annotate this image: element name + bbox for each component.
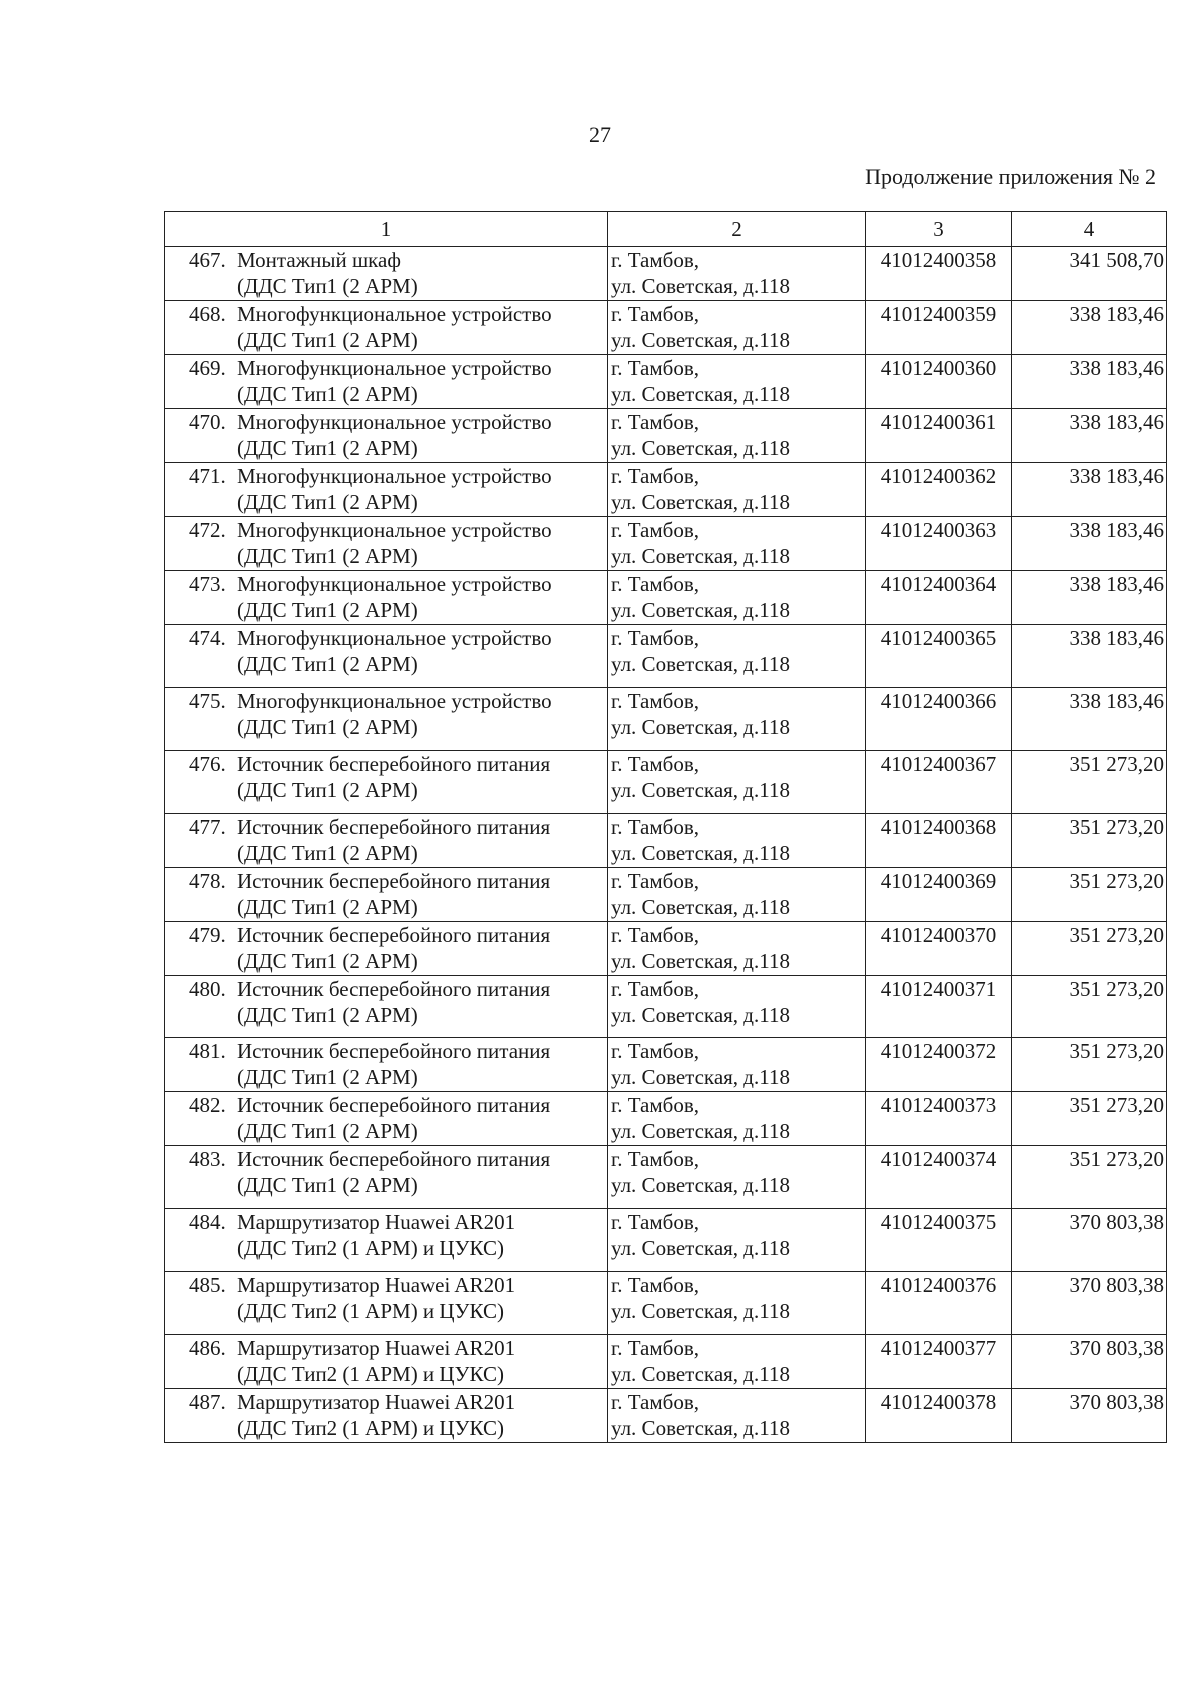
address-street: ул. Советская, д.118	[611, 1362, 790, 1386]
item-number: 468.	[189, 302, 226, 326]
address-city: г. Тамбов,	[611, 869, 700, 893]
item-name: Многофункциональное устройство	[237, 410, 552, 434]
item-name: Источник бесперебойного питания	[237, 1039, 551, 1063]
item-subtype: (ДДС Тип1 (2 АРМ)	[237, 274, 418, 298]
address-street: ул. Советская, д.118	[611, 715, 790, 739]
inventory-code: 41012400369	[866, 868, 1012, 922]
item-name: Источник бесперебойного питания	[237, 923, 551, 947]
cost-value: 351 273,20	[1012, 976, 1167, 1038]
address-cell	[608, 814, 866, 868]
item-subtype: (ДДС Тип2 (1 АРМ) и ЦУКС)	[237, 1299, 504, 1323]
item-number: 482.	[189, 1093, 226, 1117]
item-name: Монтажный шкаф	[237, 248, 401, 272]
address-street: ул. Советская, д.118	[611, 841, 790, 865]
address-street: ул. Советская, д.118	[611, 544, 790, 568]
item-name: Источник бесперебойного питания	[237, 1147, 551, 1171]
item-subtype: (ДДС Тип1 (2 АРМ)	[237, 490, 418, 514]
address-cell	[608, 625, 866, 688]
item-name: Маршрутизатор Huawei AR201	[237, 1273, 516, 1297]
item-number: 475.	[189, 689, 226, 713]
inventory-table	[164, 211, 1167, 1443]
inventory-code: 41012400375	[866, 1209, 1012, 1272]
address-city: г. Тамбов,	[611, 752, 700, 776]
item-number: 476.	[189, 752, 226, 776]
address-street: ул. Советская, д.118	[611, 436, 790, 460]
address-street: ул. Советская, д.118	[611, 1119, 790, 1143]
item-number: 485.	[189, 1273, 226, 1297]
column-header: 4	[1012, 212, 1167, 247]
address-city: г. Тамбов,	[611, 977, 700, 1001]
address-street: ул. Советская, д.118	[611, 1299, 790, 1323]
address-city: г. Тамбов,	[611, 1093, 700, 1117]
address-street: ул. Советская, д.118	[611, 598, 790, 622]
table-row	[165, 571, 1167, 625]
table-row	[165, 355, 1167, 409]
item-name: Источник бесперебойного питания	[237, 977, 551, 1001]
item-name-cell	[165, 1146, 608, 1209]
address-street: ул. Советская, д.118	[611, 490, 790, 514]
address-city: г. Тамбов,	[611, 572, 700, 596]
item-name-cell	[165, 868, 608, 922]
item-subtype: (ДДС Тип1 (2 АРМ)	[237, 778, 418, 802]
item-subtype: (ДДС Тип1 (2 АРМ)	[237, 436, 418, 460]
item-name: Источник бесперебойного питания	[237, 1093, 551, 1117]
item-name: Многофункциональное устройство	[237, 356, 552, 380]
address-city: г. Тамбов,	[611, 464, 700, 488]
item-name: Многофункциональное устройство	[237, 572, 552, 596]
cost-value: 370 803,38	[1012, 1272, 1167, 1335]
inventory-code: 41012400374	[866, 1146, 1012, 1209]
table-row	[165, 517, 1167, 571]
address-city: г. Тамбов,	[611, 1390, 700, 1414]
item-name-cell	[165, 463, 608, 517]
address-cell	[608, 355, 866, 409]
address-city: г. Тамбов,	[611, 689, 700, 713]
item-name-cell	[165, 625, 608, 688]
item-number: 484.	[189, 1210, 226, 1234]
item-name-cell	[165, 922, 608, 976]
address-city: г. Тамбов,	[611, 1039, 700, 1063]
item-subtype: (ДДС Тип1 (2 АРМ)	[237, 598, 418, 622]
address-cell	[608, 1389, 866, 1443]
table-row	[165, 1209, 1167, 1272]
item-number: 469.	[189, 356, 226, 380]
page-number: 27	[589, 122, 611, 147]
item-subtype: (ДДС Тип1 (2 АРМ)	[237, 1119, 418, 1143]
item-name-cell	[165, 301, 608, 355]
table-row	[165, 409, 1167, 463]
address-city: г. Тамбов,	[611, 356, 700, 380]
item-subtype: (ДДС Тип1 (2 АРМ)	[237, 895, 418, 919]
table-row	[165, 688, 1167, 751]
item-subtype: (ДДС Тип1 (2 АРМ)	[237, 328, 418, 352]
item-name: Многофункциональное устройство	[237, 626, 552, 650]
address-city: г. Тамбов,	[611, 626, 700, 650]
item-number: 473.	[189, 572, 226, 596]
table-row	[165, 922, 1167, 976]
cost-value: 351 273,20	[1012, 1146, 1167, 1209]
cost-value: 341 508,70	[1012, 247, 1167, 301]
item-name-cell	[165, 1272, 608, 1335]
item-subtype: (ДДС Тип1 (2 АРМ)	[237, 1065, 418, 1089]
appendix-caption: Продолжение приложения № 2	[865, 164, 1156, 189]
address-street: ул. Советская, д.118	[611, 1416, 790, 1440]
inventory-code: 41012400363	[866, 517, 1012, 571]
inventory-code: 41012400359	[866, 301, 1012, 355]
column-header: 3	[866, 212, 1012, 247]
address-cell	[608, 1335, 866, 1389]
item-subtype: (ДДС Тип2 (1 АРМ) и ЦУКС)	[237, 1416, 504, 1440]
inventory-code: 41012400370	[866, 922, 1012, 976]
item-name-cell	[165, 355, 608, 409]
address-street: ул. Советская, д.118	[611, 652, 790, 676]
address-street: ул. Советская, д.118	[611, 778, 790, 802]
address-city: г. Тамбов,	[611, 410, 700, 434]
cost-value: 351 273,20	[1012, 922, 1167, 976]
item-number: 471.	[189, 464, 226, 488]
address-cell	[608, 751, 866, 814]
inventory-code: 41012400372	[866, 1038, 1012, 1092]
column-header: 2	[608, 212, 866, 247]
item-name-cell	[165, 409, 608, 463]
item-name: Многофункциональное устройство	[237, 518, 552, 542]
inventory-code: 41012400362	[866, 463, 1012, 517]
cost-value: 338 183,46	[1012, 355, 1167, 409]
item-name-cell	[165, 1389, 608, 1443]
inventory-code: 41012400360	[866, 355, 1012, 409]
cost-value: 338 183,46	[1012, 409, 1167, 463]
item-name-cell	[165, 1209, 608, 1272]
cost-value: 338 183,46	[1012, 688, 1167, 751]
inventory-code: 41012400367	[866, 751, 1012, 814]
table-row	[165, 751, 1167, 814]
item-name: Многофункциональное устройство	[237, 464, 552, 488]
table-row	[165, 463, 1167, 517]
item-name: Источник бесперебойного питания	[237, 869, 551, 893]
item-name: Источник бесперебойного питания	[237, 752, 551, 776]
item-number: 474.	[189, 626, 226, 650]
item-number: 479.	[189, 923, 226, 947]
header-row	[165, 212, 1167, 247]
item-name: Маршрутизатор Huawei AR201	[237, 1336, 516, 1360]
inventory-code: 41012400371	[866, 976, 1012, 1038]
column-header: 1	[165, 212, 608, 247]
item-subtype: (ДДС Тип2 (1 АРМ) и ЦУКС)	[237, 1362, 504, 1386]
address-cell	[608, 976, 866, 1038]
item-number: 486.	[189, 1336, 226, 1360]
item-name-cell	[165, 751, 608, 814]
address-cell	[608, 922, 866, 976]
address-city: г. Тамбов,	[611, 923, 700, 947]
address-street: ул. Советская, д.118	[611, 1236, 790, 1260]
item-name: Маршрутизатор Huawei AR201	[237, 1390, 516, 1414]
item-number: 478.	[189, 869, 226, 893]
cost-value: 351 273,20	[1012, 751, 1167, 814]
item-name-cell	[165, 1038, 608, 1092]
cost-value: 351 273,20	[1012, 1038, 1167, 1092]
address-cell	[608, 409, 866, 463]
address-street: ул. Советская, д.118	[611, 274, 790, 298]
item-name: Источник бесперебойного питания	[237, 815, 551, 839]
table-row	[165, 976, 1167, 1038]
table-row	[165, 814, 1167, 868]
address-cell	[608, 1092, 866, 1146]
item-subtype: (ДДС Тип1 (2 АРМ)	[237, 382, 418, 406]
inventory-code: 41012400368	[866, 814, 1012, 868]
item-subtype: (ДДС Тип1 (2 АРМ)	[237, 652, 418, 676]
address-cell	[608, 571, 866, 625]
inventory-code: 41012400361	[866, 409, 1012, 463]
item-subtype: (ДДС Тип1 (2 АРМ)	[237, 1003, 418, 1027]
address-city: г. Тамбов,	[611, 518, 700, 542]
cost-value: 338 183,46	[1012, 517, 1167, 571]
address-street: ул. Советская, д.118	[611, 949, 790, 973]
item-name-cell	[165, 1335, 608, 1389]
table-row	[165, 301, 1167, 355]
item-name-cell	[165, 814, 608, 868]
item-number: 480.	[189, 977, 226, 1001]
cost-value: 338 183,46	[1012, 463, 1167, 517]
address-cell	[608, 688, 866, 751]
item-number: 483.	[189, 1147, 226, 1171]
item-name: Маршрутизатор Huawei AR201	[237, 1210, 516, 1234]
address-city: г. Тамбов,	[611, 302, 700, 326]
item-number: 472.	[189, 518, 226, 542]
table-row	[165, 1146, 1167, 1209]
address-cell	[608, 517, 866, 571]
cost-value: 351 273,20	[1012, 814, 1167, 868]
cost-value: 338 183,46	[1012, 301, 1167, 355]
item-name-cell	[165, 571, 608, 625]
cost-value: 370 803,38	[1012, 1335, 1167, 1389]
item-subtype: (ДДС Тип1 (2 АРМ)	[237, 1173, 418, 1197]
cost-value: 351 273,20	[1012, 1092, 1167, 1146]
item-name-cell	[165, 1092, 608, 1146]
inventory-code: 41012400364	[866, 571, 1012, 625]
table-row	[165, 1038, 1167, 1092]
inventory-code: 41012400373	[866, 1092, 1012, 1146]
item-name-cell	[165, 976, 608, 1038]
table-row	[165, 1272, 1167, 1335]
address-street: ул. Советская, д.118	[611, 1173, 790, 1197]
inventory-code: 41012400378	[866, 1389, 1012, 1443]
table-row	[165, 625, 1167, 688]
address-city: г. Тамбов,	[611, 1273, 700, 1297]
table-body	[165, 247, 1167, 1443]
address-city: г. Тамбов,	[611, 815, 700, 839]
inventory-code: 41012400365	[866, 625, 1012, 688]
item-subtype: (ДДС Тип1 (2 АРМ)	[237, 715, 418, 739]
cost-value: 338 183,46	[1012, 571, 1167, 625]
address-cell	[608, 1209, 866, 1272]
address-cell	[608, 247, 866, 301]
address-cell	[608, 1146, 866, 1209]
address-cell	[608, 868, 866, 922]
address-street: ул. Советская, д.118	[611, 382, 790, 406]
item-name-cell	[165, 688, 608, 751]
item-number: 477.	[189, 815, 226, 839]
item-number: 470.	[189, 410, 226, 434]
item-subtype: (ДДС Тип2 (1 АРМ) и ЦУКС)	[237, 1236, 504, 1260]
address-cell	[608, 1038, 866, 1092]
address-city: г. Тамбов,	[611, 1210, 700, 1234]
address-cell	[608, 463, 866, 517]
inventory-code: 41012400358	[866, 247, 1012, 301]
item-name-cell	[165, 517, 608, 571]
address-street: ул. Советская, д.118	[611, 328, 790, 352]
address-street: ул. Советская, д.118	[611, 895, 790, 919]
item-subtype: (ДДС Тип1 (2 АРМ)	[237, 949, 418, 973]
item-number: 467.	[189, 248, 226, 272]
address-street: ул. Советская, д.118	[611, 1065, 790, 1089]
item-name: Многофункциональное устройство	[237, 689, 552, 713]
address-city: г. Тамбов,	[611, 1147, 700, 1171]
address-cell	[608, 1272, 866, 1335]
item-name: Многофункциональное устройство	[237, 302, 552, 326]
table-row	[165, 1389, 1167, 1443]
table-row	[165, 247, 1167, 301]
item-number: 481.	[189, 1039, 226, 1063]
address-city: г. Тамбов,	[611, 248, 700, 272]
item-number: 487.	[189, 1390, 226, 1414]
cost-value: 351 273,20	[1012, 868, 1167, 922]
item-subtype: (ДДС Тип1 (2 АРМ)	[237, 841, 418, 865]
table-row	[165, 1335, 1167, 1389]
item-name-cell	[165, 247, 608, 301]
inventory-code: 41012400376	[866, 1272, 1012, 1335]
address-city: г. Тамбов,	[611, 1336, 700, 1360]
table-row	[165, 868, 1167, 922]
inventory-code: 41012400377	[866, 1335, 1012, 1389]
inventory-code: 41012400366	[866, 688, 1012, 751]
address-street: ул. Советская, д.118	[611, 1003, 790, 1027]
cost-value: 370 803,38	[1012, 1209, 1167, 1272]
item-subtype: (ДДС Тип1 (2 АРМ)	[237, 544, 418, 568]
cost-value: 338 183,46	[1012, 625, 1167, 688]
cost-value: 370 803,38	[1012, 1389, 1167, 1443]
address-cell	[608, 301, 866, 355]
table-row	[165, 1092, 1167, 1146]
